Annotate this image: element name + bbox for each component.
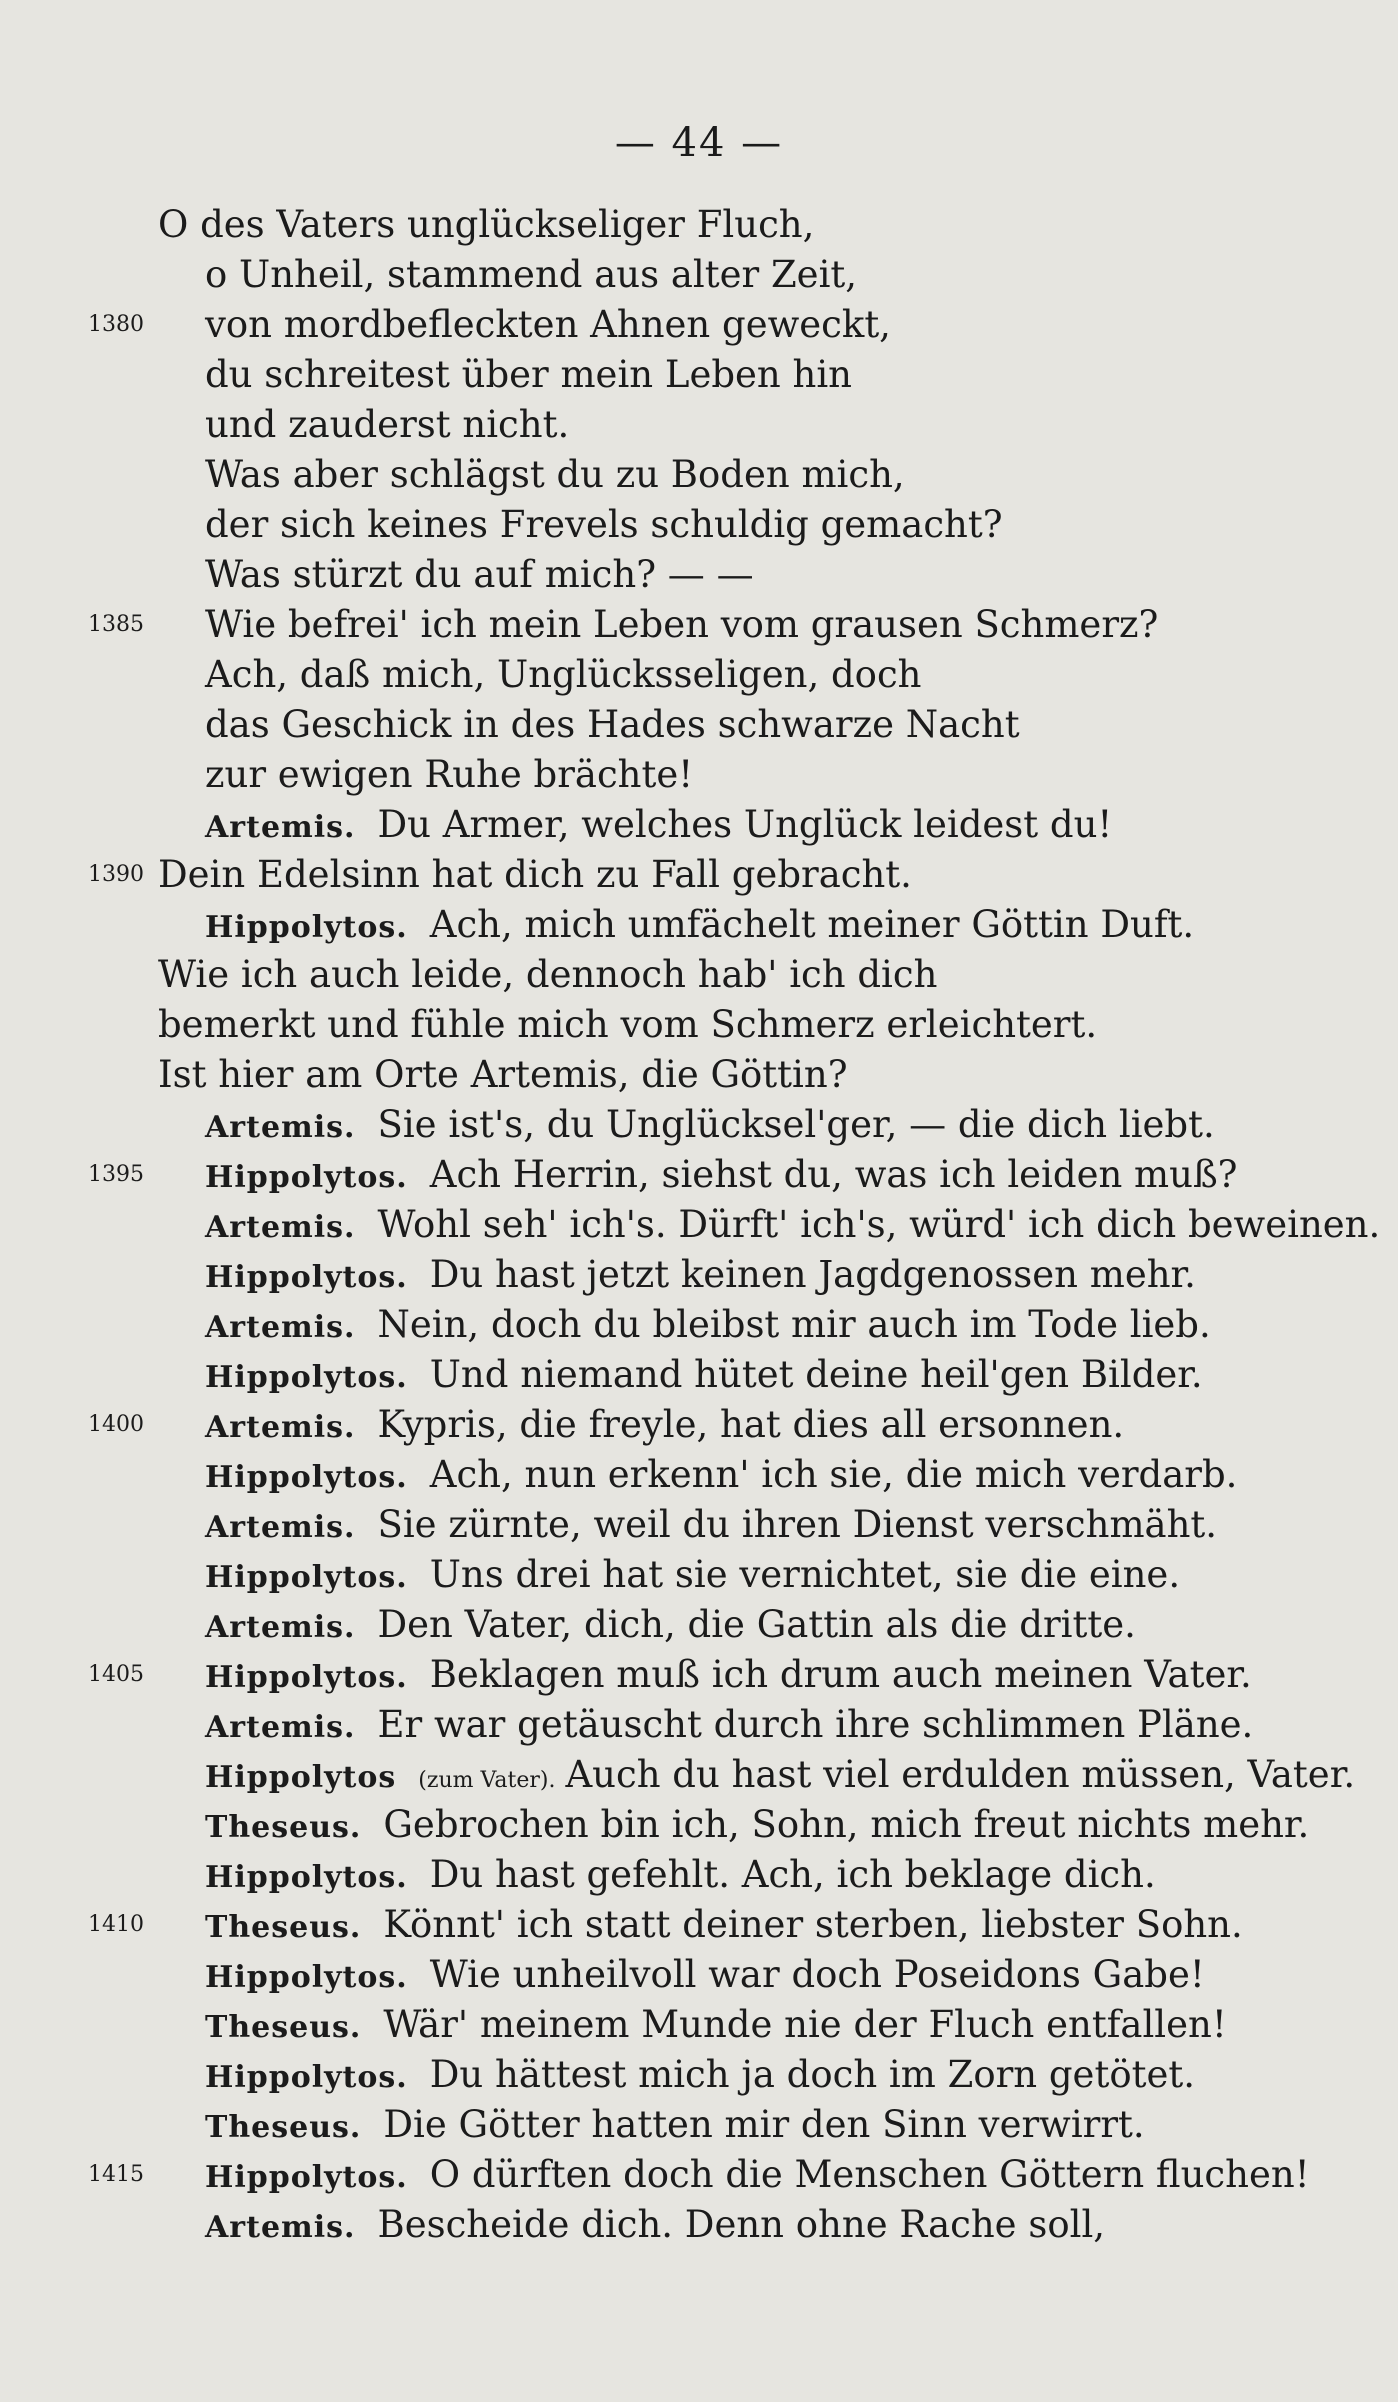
line-number: 1385: [88, 612, 144, 637]
verse-text: [205, 1300, 1211, 1353]
verse-line-text: Den Vater, dich, die Gattin als die dritte.: [377, 1603, 1136, 1646]
verse-line: [0, 650, 1398, 700]
verse-text: [205, 650, 922, 700]
verse-line: [0, 1300, 1398, 1350]
speaker-name: Hippolytos.: [205, 1560, 408, 1595]
verse-line-text: Du Armer, welches Unglück leidest du!: [377, 803, 1113, 846]
verse-text: [205, 1250, 1196, 1303]
verse-line: [0, 1450, 1398, 1500]
verse-text: [205, 1450, 1237, 1503]
verse-line-text: du schreitest über mein Leben hin: [205, 353, 853, 396]
speaker-name: Artemis.: [205, 810, 356, 845]
verse-text: [205, 2100, 1145, 2153]
verse-line: [0, 1100, 1398, 1150]
verse-line: [0, 1350, 1398, 1400]
verse-line: [0, 1050, 1398, 1100]
speaker-name: Theseus.: [205, 1910, 362, 1945]
verse-line: [0, 2200, 1398, 2250]
verse-line-text: Sie ist's, du Unglücksel'ger, — die dich liebt.: [377, 1103, 1215, 1146]
speaker-name: Hippolytos.: [205, 910, 408, 945]
verse-line: [0, 850, 1398, 900]
speaker-name: Artemis.: [205, 1710, 356, 1745]
verse-line: [0, 1700, 1398, 1750]
verse-line: [0, 1650, 1398, 1700]
verse-line: [0, 2050, 1398, 2100]
verse-line-text: Ach, nun erkenn' ich sie, die mich verdarb.: [429, 1453, 1238, 1496]
speaker-name: Artemis.: [205, 1410, 356, 1445]
page-number-header: — 44 —: [614, 120, 784, 166]
verse-line-text: Und niemand hütet deine heil'gen Bilder.: [429, 1353, 1203, 1396]
verse-line: [0, 1400, 1398, 1450]
verse-line-text: Was stürzt du auf mich? — —: [205, 553, 754, 596]
speaker-name: Theseus.: [205, 1810, 362, 1845]
speaker-name: Theseus.: [205, 2010, 362, 2045]
verse-text: [205, 1500, 1217, 1553]
verse-text: [205, 1100, 1215, 1153]
verse-line: [0, 250, 1398, 300]
verse-text: [205, 900, 1194, 953]
line-number: 1390: [88, 862, 144, 887]
verse-line-text: Er war getäuscht durch ihre schlimmen Pläne.: [377, 1703, 1254, 1746]
verse-line-text: von mordbefleckten Ahnen geweckt,: [205, 303, 891, 346]
speaker-name: Theseus.: [205, 2110, 362, 2145]
verse-line: [0, 2000, 1398, 2050]
verse-text: [205, 1150, 1238, 1203]
verse-line: [0, 1000, 1398, 1050]
verse-line: [0, 550, 1398, 600]
speaker-name: Hippolytos.: [205, 1160, 408, 1195]
verse-line: [0, 1850, 1398, 1900]
verse-line-text: Ist hier am Orte Artemis, die Göttin?: [158, 1053, 848, 1096]
verse-text: [205, 350, 852, 400]
verse-line-text: Wie ich auch leide, dennoch hab' ich dich: [158, 953, 938, 996]
verse-line-text: bemerkt und fühle mich vom Schmerz erleichtert.: [158, 1003, 1098, 1046]
verse-line-text: Du hättest mich ja doch im Zorn getötet.: [429, 2053, 1195, 2096]
line-number: 1395: [88, 1162, 144, 1187]
verse-line-text: Ach, mich umfächelt meiner Göttin Duft.: [429, 903, 1195, 946]
verse-line-text: Nein, doch du bleibst mir auch im Tode lieb.: [377, 1303, 1211, 1346]
verse-line: [0, 500, 1398, 550]
verse-line: [0, 1200, 1398, 1250]
verse-text: [205, 2200, 1105, 2253]
verse-text: [205, 1950, 1205, 2003]
verse-text: [205, 500, 1003, 550]
verse-text: [205, 1850, 1156, 1903]
verse-text: [205, 250, 857, 300]
verse-text: [205, 1350, 1203, 1403]
verse-text: [158, 850, 912, 900]
verse-line-text: Die Götter hatten mir den Sinn verwirrt.: [383, 2103, 1145, 2146]
verse-line-text: Wohl seh' ich's. Dürft' ich's, würd' ich dich beweinen.: [377, 1203, 1381, 1246]
verse-line-text: Wie befrei' ich mein Leben vom grausen Schmerz?: [205, 603, 1159, 646]
speaker-name: Hippolytos.: [205, 1660, 408, 1695]
verse-line: [0, 1800, 1398, 1850]
verse-text: [158, 950, 937, 1000]
verse-line-text: Beklagen muß ich drum auch meinen Vater.: [429, 1653, 1252, 1696]
verse-line: [0, 1250, 1398, 1300]
verse-line: [0, 600, 1398, 650]
verse-line: [0, 300, 1398, 350]
verse-line-text: Könnt' ich statt deiner sterben, liebster Sohn.: [383, 1903, 1243, 1946]
verse-text: [205, 1550, 1180, 1603]
verse-text: [158, 1050, 848, 1100]
line-number: 1410: [88, 1912, 144, 1937]
verse-line-text: O dürften doch die Menschen Göttern fluchen!: [429, 2153, 1310, 2196]
verse-line-text: Bescheide dich. Denn ohne Rache soll,: [377, 2203, 1106, 2246]
speaker-name: Hippolytos.: [205, 1860, 408, 1895]
verse-text: [158, 1000, 1097, 1050]
line-number: 1405: [88, 1662, 144, 1687]
verse-line: [0, 1900, 1398, 1950]
verse-line-text: Gebrochen bin ich, Sohn, mich freut nichts mehr.: [383, 1803, 1310, 1846]
verse-line-text: Was aber schlägst du zu Boden mich,: [205, 453, 905, 496]
speaker-name: Hippolytos.: [205, 1460, 408, 1495]
speaker-name: Artemis.: [205, 2210, 356, 2245]
verse-line-text: O des Vaters unglückseliger Fluch,: [158, 203, 815, 246]
speaker-name: Artemis.: [205, 1610, 356, 1645]
verse-text: [205, 750, 693, 800]
verse-text: [205, 700, 1020, 750]
speaker-name: Artemis.: [205, 1210, 356, 1245]
verse-line-text: Uns drei hat sie vernichtet, sie die eine.: [429, 1553, 1181, 1596]
verse-text: [205, 1650, 1252, 1703]
verse-line-text: Dein Edelsinn hat dich zu Fall gebracht.: [158, 853, 912, 896]
speaker-name: Hippolytos.: [205, 1360, 408, 1395]
verse-text: [205, 1750, 1355, 1806]
verse-line: [0, 400, 1398, 450]
verse-line: [0, 750, 1398, 800]
verse-line-text: das Geschick in des Hades schwarze Nacht: [205, 703, 1020, 746]
verse-line: [0, 2100, 1398, 2150]
verse-text: [205, 300, 891, 350]
verse-line: [0, 1500, 1398, 1550]
verse-text: [205, 1400, 1124, 1453]
verse-line: [0, 350, 1398, 400]
verse-line: [0, 2150, 1398, 2200]
verse-text: [205, 800, 1112, 853]
verse-text: [205, 2000, 1227, 2053]
verse-line-text: o Unheil, stammend aus alter Zeit,: [205, 253, 858, 296]
verse-line: [0, 200, 1398, 250]
verse-line: [0, 450, 1398, 500]
verse-text: [205, 400, 569, 450]
verse-line-text: zur ewigen Ruhe brächte!: [205, 753, 694, 796]
verse-text: [205, 2150, 1310, 2203]
verse-line-text: Du hast jetzt keinen Jagdgenossen mehr.: [429, 1253, 1196, 1296]
verse-text: [205, 2050, 1195, 2103]
verse-line-text: Wie unheilvoll war doch Poseidons Gabe!: [429, 1953, 1205, 1996]
verse-text: [205, 1800, 1309, 1853]
verse-line-text: und zauderst nicht.: [205, 403, 570, 446]
speaker-name: Hippolytos.: [205, 2060, 408, 2095]
verse-line-text: Du hast gefehlt. Ach, ich beklage dich.: [429, 1853, 1156, 1896]
line-number: 1400: [88, 1412, 144, 1437]
verse-line-text: Ach Herrin, siehst du, was ich leiden muß?: [429, 1153, 1238, 1196]
verse-line: [0, 1550, 1398, 1600]
verse-text: [205, 450, 905, 500]
verse-text: [205, 600, 1158, 650]
verse-line: [0, 1150, 1398, 1200]
verse-text: [158, 200, 814, 250]
verse-line: [0, 700, 1398, 750]
verse-line: [0, 950, 1398, 1000]
verse-line-text: Kypris, die freyle, hat dies all ersonnen.: [377, 1403, 1125, 1446]
verse-text: [205, 1700, 1253, 1753]
speaker-name: Artemis.: [205, 1110, 356, 1145]
line-number: 1415: [88, 2162, 144, 2187]
speaker-name: Hippolytos: [205, 1760, 397, 1795]
verse-text: [205, 1200, 1380, 1253]
speaker-name: Hippolytos.: [205, 1260, 408, 1295]
stage-direction: (zum Vater).: [418, 1768, 556, 1793]
verse-line-text: Auch du hast viel erdulden müssen, Vater.: [565, 1753, 1356, 1796]
speaker-name: Hippolytos.: [205, 2160, 408, 2195]
verse-text: [205, 1900, 1243, 1953]
line-number: 1380: [88, 312, 144, 337]
speaker-name: Hippolytos.: [205, 1960, 408, 1995]
verse-line: [0, 900, 1398, 950]
verse-text: [205, 1600, 1136, 1653]
verse-line: [0, 1600, 1398, 1650]
verse-line: [0, 800, 1398, 850]
verse-line-text: Wär' meinem Munde nie der Fluch entfallen!: [383, 2003, 1227, 2046]
verse-line-text: Ach, daß mich, Unglücksseligen, doch: [205, 653, 922, 696]
verse-lines: [0, 200, 1398, 2250]
verse-line: [0, 1750, 1398, 1800]
speaker-name: Artemis.: [205, 1310, 356, 1345]
verse-text: [205, 550, 754, 600]
verse-line-text: Sie zürnte, weil du ihren Dienst verschmäht.: [377, 1503, 1218, 1546]
speaker-name: Artemis.: [205, 1510, 356, 1545]
verse-line-text: der sich keines Frevels schuldig gemacht?: [205, 503, 1003, 546]
verse-line: [0, 1950, 1398, 2000]
